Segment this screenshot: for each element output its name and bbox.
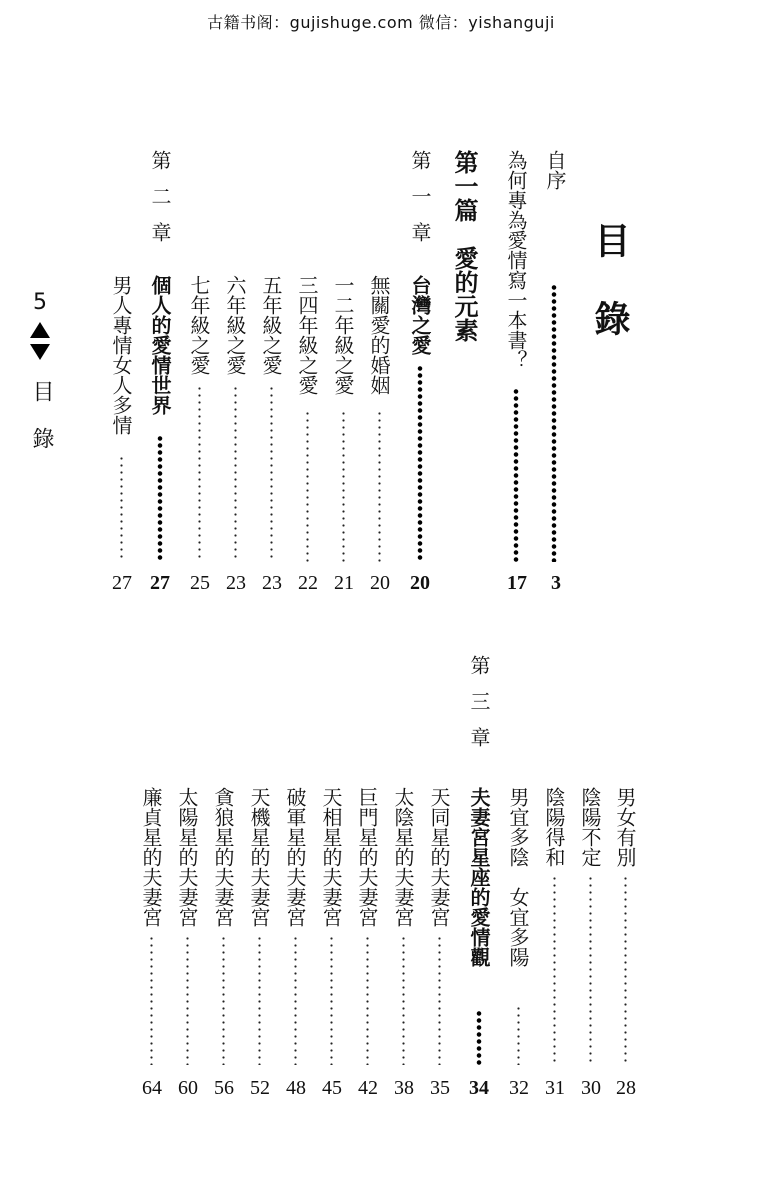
toc-item-label: 七年級之愛: [187, 275, 211, 375]
toc-leader-dots: [150, 935, 153, 1065]
toc-leader-dots: [222, 935, 225, 1065]
toc-item-page: 64: [142, 1077, 162, 1099]
toc-item-label: 無關愛的婚姻: [367, 275, 391, 395]
toc-ch2-page: 27: [150, 572, 170, 594]
toc-ch3-number: 第三章: [467, 655, 491, 763]
toc-ch2-title: 個人的愛情世界: [148, 275, 172, 415]
toc-item-label: 天機星的夫妻宮: [247, 787, 271, 927]
toc-leader-dots: [589, 875, 592, 1065]
toc-ch1-page: 20: [410, 572, 430, 594]
toc-item-page: 32: [509, 1077, 529, 1099]
toc-leader-dots: [438, 935, 441, 1065]
toc-item-page: 56: [214, 1077, 234, 1099]
toc-leader-dots: [157, 435, 163, 562]
toc-ch1-title: 台灣之愛: [408, 275, 432, 355]
toc-leader-dots: [234, 385, 237, 562]
toc-leader-dots: [270, 385, 273, 562]
toc-item-page: 45: [322, 1077, 342, 1099]
toc-leader-dots: [513, 388, 519, 562]
triangle-up-icon: [30, 322, 50, 338]
toc-item-page: 28: [616, 1077, 636, 1099]
toc-item-label: 男宜多陰 女宜多陽: [506, 787, 530, 967]
toc-item-label: 三四年級之愛: [295, 275, 319, 395]
toc-item-label: 陰陽不定: [578, 787, 602, 867]
toc-item-page: 35: [430, 1077, 450, 1099]
toc-item-page: 42: [358, 1077, 378, 1099]
toc-leader-dots: [551, 284, 557, 562]
toc-item-label: 太陰星的夫妻宮: [391, 787, 415, 927]
toc-item-page: 22: [298, 572, 318, 594]
toc-ch3-page: 34: [469, 1077, 489, 1099]
toc-item-page: 27: [112, 572, 132, 594]
toc-part1-title: 第一篇 愛的元素: [450, 150, 479, 342]
toc-item-label: 男女有別: [613, 787, 637, 867]
toc-leader-dots: [417, 365, 423, 562]
toc-item-page: 52: [250, 1077, 270, 1099]
toc-leader-dots: [306, 410, 309, 562]
toc-item-page: 31: [545, 1077, 565, 1099]
toc-item-page: 23: [262, 572, 282, 594]
toc-ch2-number: 第二章: [148, 150, 172, 258]
toc-item-label: 巨門星的夫妻宮: [355, 787, 379, 927]
toc-leader-dots: [342, 410, 345, 562]
triangle-down-icon: [30, 344, 50, 360]
toc-leader-dots: [120, 455, 123, 562]
toc-item-page: 23: [226, 572, 246, 594]
toc-leader-dots: [517, 1005, 520, 1065]
toc-leader-dots: [366, 935, 369, 1065]
toc-item-label: 陰陽得和: [542, 787, 566, 867]
toc-leader-dots: [258, 935, 261, 1065]
toc-item-label: 廉貞星的夫妻宮: [139, 787, 163, 927]
toc-item-label: 天同星的夫妻宮: [427, 787, 451, 927]
toc-item-label: 男人專情女人多情: [109, 275, 133, 435]
toc-leader-dots: [624, 875, 627, 1065]
toc-leader-dots: [186, 935, 189, 1065]
toc-item-page: 25: [190, 572, 210, 594]
toc-leader-dots: [402, 935, 405, 1065]
toc-item-label: 破軍星的夫妻宮: [283, 787, 307, 927]
toc-item-page: 30: [581, 1077, 601, 1099]
toc-item-label: 六年級之愛: [223, 275, 247, 375]
sidebar-label: 目 錄: [29, 380, 54, 449]
toc-item-label: 太陽星的夫妻宮: [175, 787, 199, 927]
page-title: 目 錄: [589, 222, 631, 336]
toc-item-label: 貪狼星的夫妻宮: [211, 787, 235, 927]
toc-item-page: 20: [370, 572, 390, 594]
toc-why-page: 17: [507, 572, 527, 594]
toc-ch1-number: 第一章: [408, 150, 432, 258]
toc-item-page: 60: [178, 1077, 198, 1099]
toc-leader-dots: [476, 1010, 482, 1065]
toc-preface-page: 3: [551, 572, 561, 594]
toc-leader-dots: [330, 935, 333, 1065]
toc-leader-dots: [294, 935, 297, 1065]
toc-why-label: 為何專為愛情寫一本書？: [504, 150, 528, 370]
toc-leader-dots: [553, 875, 556, 1065]
watermark: 古籍书阁：gujishuge.com 微信：yishanguji: [207, 13, 555, 32]
toc-item-page: 38: [394, 1077, 414, 1099]
toc-item-label: 一二年級之愛: [331, 275, 355, 395]
toc-preface-label: 自序: [543, 150, 567, 190]
sidebar-page-number: 5: [33, 290, 47, 315]
toc-item-page: 48: [286, 1077, 306, 1099]
toc-leader-dots: [378, 410, 381, 562]
toc-item-label: 天相星的夫妻宮: [319, 787, 343, 927]
toc-item-page: 21: [334, 572, 354, 594]
toc-item-label: 五年級之愛: [259, 275, 283, 375]
toc-leader-dots: [198, 385, 201, 562]
toc-ch3-title: 夫妻宮星座的愛情觀: [467, 787, 491, 967]
